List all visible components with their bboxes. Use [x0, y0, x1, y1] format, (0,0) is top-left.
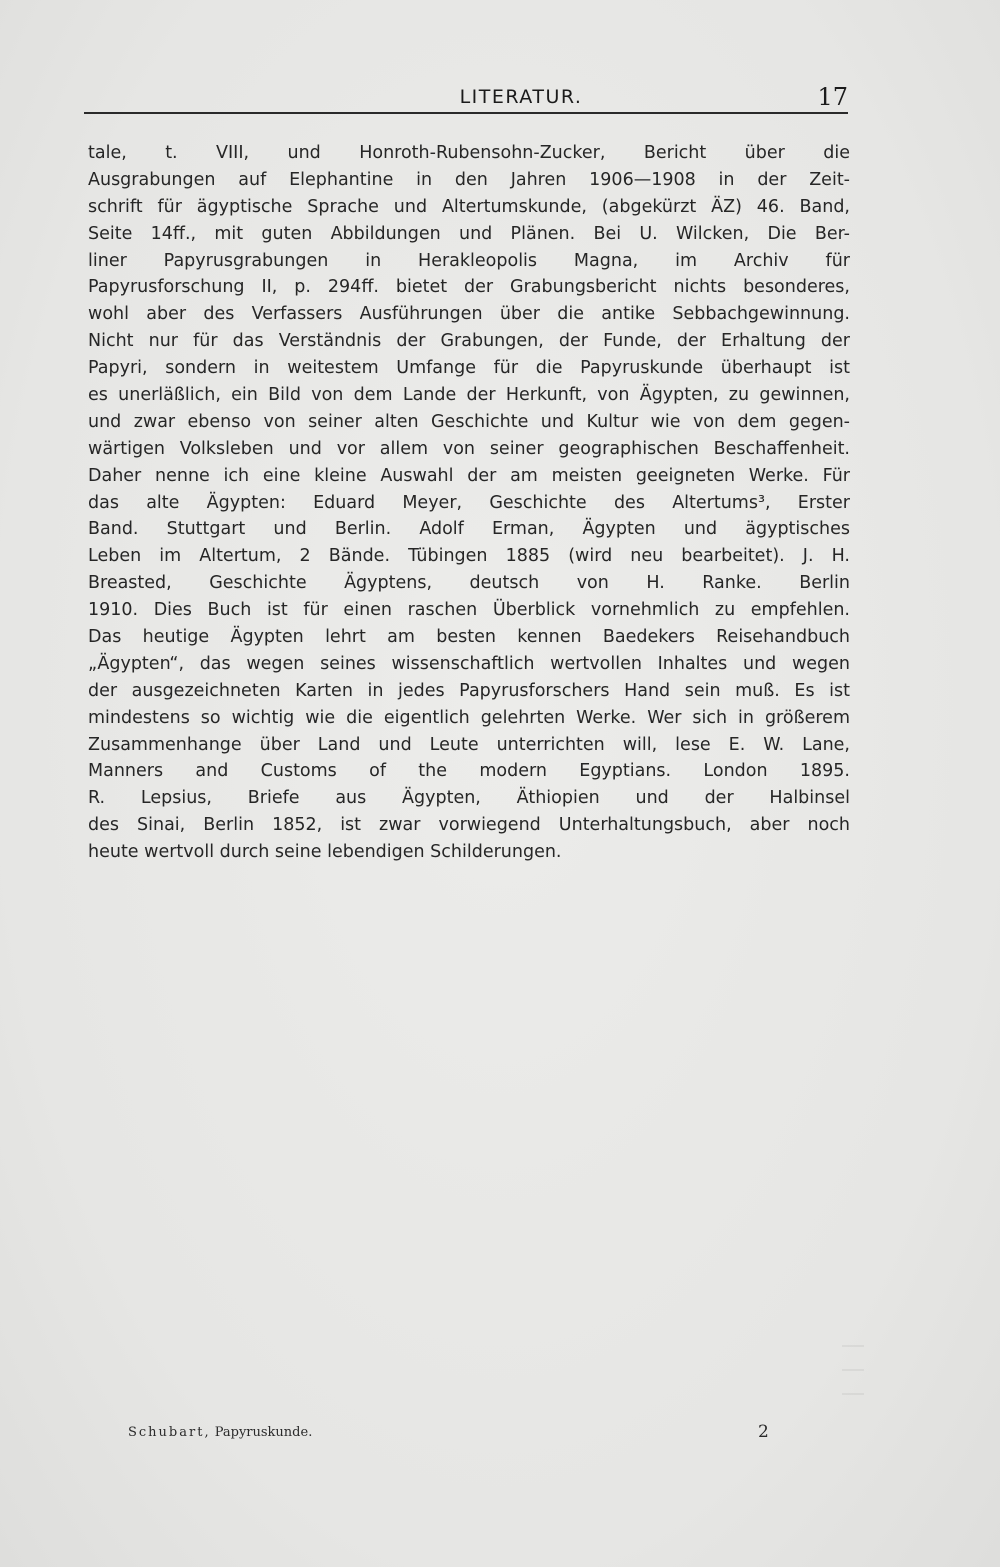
text-line: des Sinai, Berlin 1852, ist zwar vorwiegend Unterhaltungsbuch, aber noch [88, 815, 850, 836]
text-line: „Ägypten“, das wegen seines wissenschaftlich wertvollen Inhaltes und wegen [88, 653, 850, 674]
text-line-last: heute wertvoll durch seine lebendigen Schilderungen. [88, 842, 562, 863]
body-paragraph [88, 140, 850, 866]
text-line: Daher nenne ich eine kleine Auswahl der am meisten geeigneten Werke. Für [88, 465, 850, 486]
text-line: tale, t. VIII, und Honroth-Rubensohn-Zucker, Bericht über die [88, 143, 850, 163]
text-line: Manners and Customs of the modern Egyptians. London 1895. [88, 761, 850, 782]
text-line: Papyri, sondern in weitestem Umfange für die Papyruskunde überhaupt ist [88, 358, 850, 379]
text-line: schrift für ägyptische Sprache und Altertumskunde, (abgekürzt ÄZ) 46. Band, [88, 196, 850, 217]
text-line: der ausgezeichneten Karten in jedes Papyrusforschers Hand sein muß. Es ist [88, 680, 850, 701]
text-line: R. Lepsius, Briefe aus Ägypten, Äthiopien und der Halbinsel [88, 788, 850, 809]
text-line: und zwar ebenso von seiner alten Geschichte und Kultur wie von dem gegen- [88, 411, 850, 432]
sheet-number: 2 [758, 1422, 769, 1442]
header-rule [84, 112, 848, 114]
text-line: Zusammenhange über Land und Leute unterrichten will, lese E. W. Lane, [88, 734, 850, 755]
text-line: das alte Ägypten: Eduard Meyer, Geschichte des Altertums³, Erster [88, 492, 850, 513]
bleed-through-mark [838, 1340, 868, 1400]
text-line: liner Papyrusgrabungen in Herakleopolis Magna, im Archiv für [88, 250, 850, 271]
text-line: Ausgrabungen auf Elephantine in den Jahren 1906—1908 in der Zeit- [88, 169, 850, 190]
text-line: Seite 14ff., mit guten Abbildungen und Plänen. Bei U. Wilcken, Die Ber- [88, 223, 850, 244]
signature-title: Papyruskunde. [214, 1425, 313, 1440]
signature-mark [128, 1425, 312, 1440]
text-line: 1910. Dies Buch ist für einen raschen Überblick vornehmlich zu empfehlen. [88, 600, 850, 621]
text-line: wohl aber des Verfassers Ausführungen über die antike Sebbachgewinnung. [88, 304, 850, 325]
text-line: Papyrusforschung II, p. 294ff. bietet der Grabungsbericht nichts besonderes, [88, 277, 850, 298]
text-line: Nicht nur für das Verständnis der Grabungen, der Funde, der Erhaltung der [88, 331, 850, 352]
text-line: es unerläßlich, ein Bild von dem Lande der Herkunft, von Ägypten, zu gewinnen, [88, 385, 850, 406]
running-head-title: LITERATUR. [459, 86, 583, 108]
text-line: Das heutige Ägypten lehrt am besten kennen Baedekers Reisehandbuch [88, 627, 850, 648]
page-number: 17 [817, 83, 848, 111]
text-line: Band. Stuttgart und Berlin. Adolf Erman, Ägypten und ägyptisches [88, 519, 850, 540]
text-line: wärtigen Volksleben und vor allem von seiner geographischen Beschaffenheit. [88, 438, 850, 459]
signature-author: Schubart, [128, 1425, 211, 1440]
text-line: Breasted, Geschichte Ägyptens, deutsch von H. Ranke. Berlin [88, 573, 850, 594]
text-line: Leben im Altertum, 2 Bände. Tübingen 1885 (wird neu bearbeitet). J. H. [88, 546, 850, 567]
text-line: mindestens so wichtig wie die eigentlich gelehrten Werke. Wer sich in größerem [88, 707, 850, 728]
running-head [84, 84, 848, 114]
